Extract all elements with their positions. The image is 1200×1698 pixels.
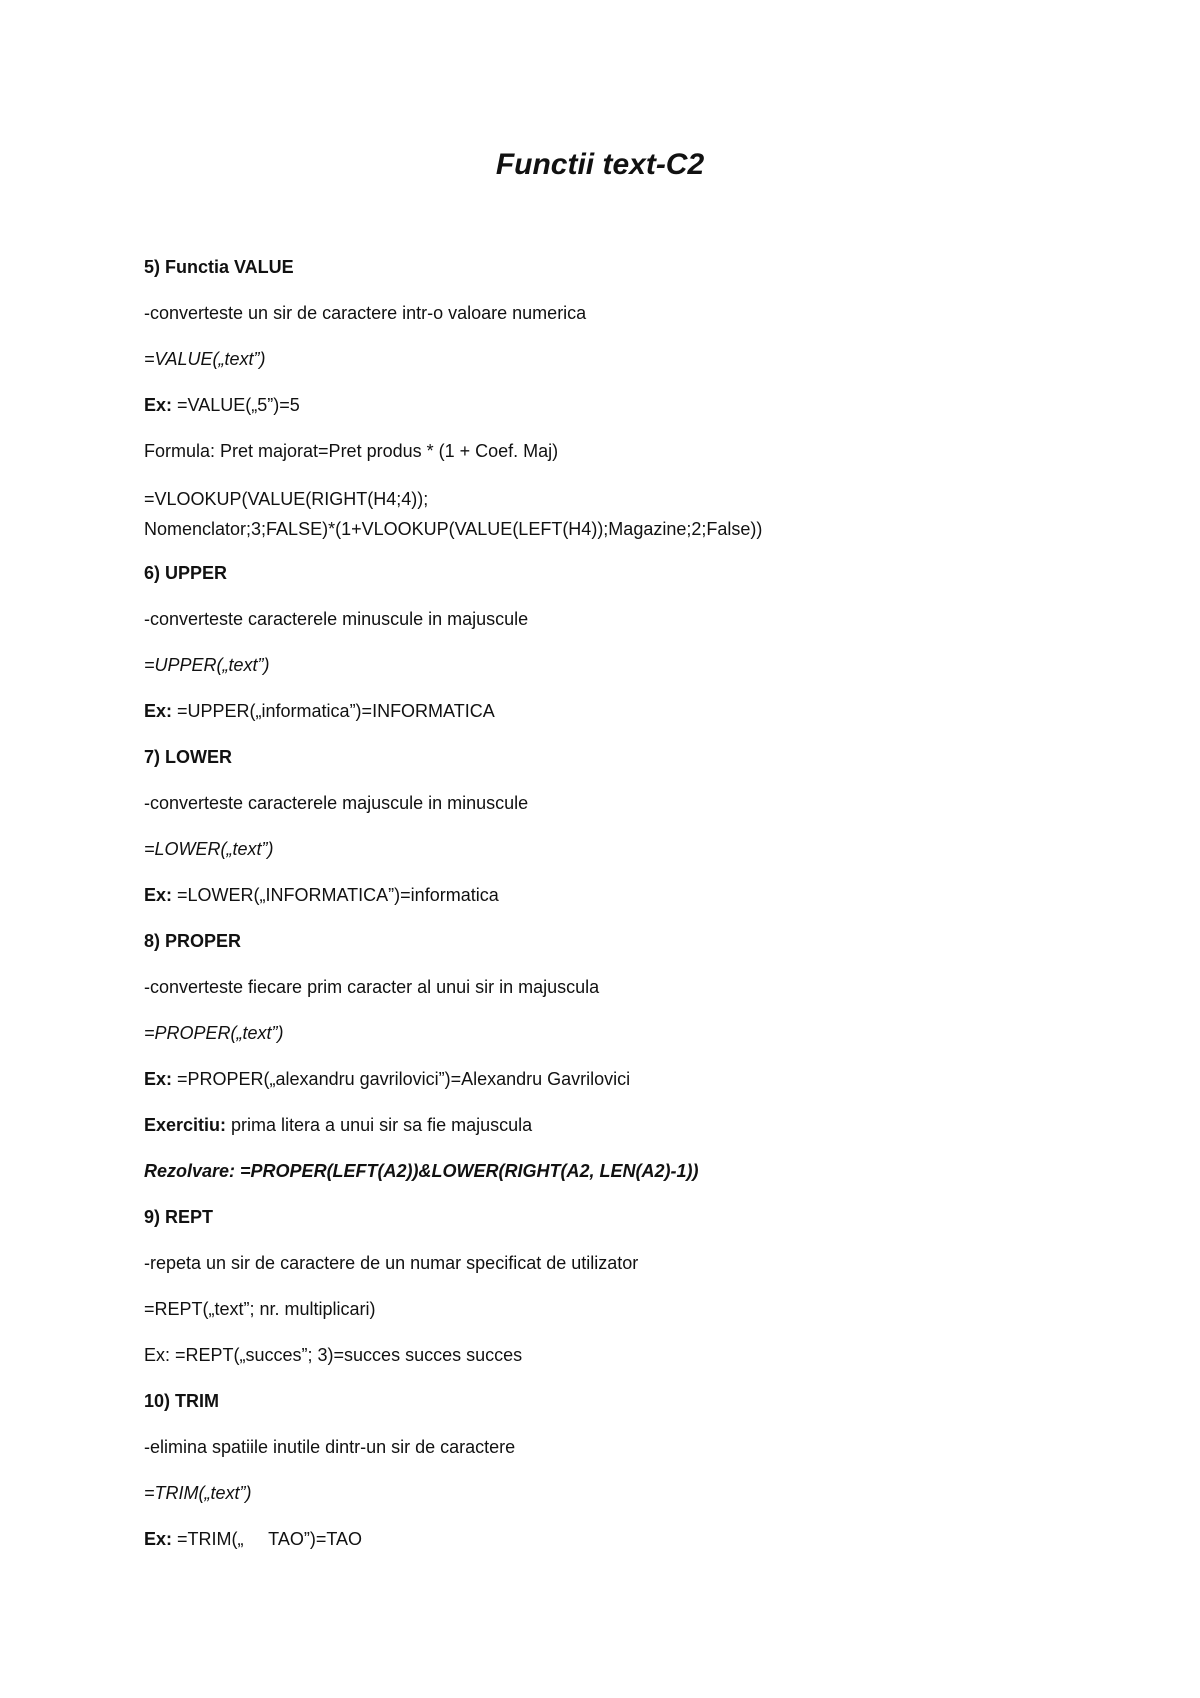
- proper-syntax: =PROPER(„text”): [144, 1023, 284, 1043]
- example-text: =PROPER(„alexandru gavrilovici”)=Alexandru Gavrilovici: [172, 1069, 631, 1089]
- value-description: -converteste un sir de caractere intr-o valoare numerica: [144, 303, 587, 323]
- example-text: =LOWER(„INFORMATICA”)=informatica: [172, 885, 499, 905]
- upper-syntax: =UPPER(„text”): [144, 655, 270, 675]
- proper-example: [144, 1068, 630, 1090]
- trim-syntax: =TRIM(„text”): [144, 1483, 252, 1503]
- example-label: Ex:: [144, 701, 173, 721]
- section-heading-rept: 9) REPT: [144, 1207, 214, 1227]
- formula-label: Formula:: [144, 441, 216, 461]
- value-example: [144, 394, 300, 416]
- solution-line: Rezolvare: =PROPER(LEFT(A2))&LOWER(RIGHT(A2, LEN(A2)-1)): [144, 1161, 699, 1181]
- trim-description: -elimina spatiile inutile dintr-un sir de caractere: [144, 1437, 516, 1457]
- value-syntax: =VALUE(„text”): [144, 349, 266, 369]
- upper-example: [144, 700, 495, 722]
- example-text: =UPPER(„informatica”)=INFORMATICA: [172, 701, 495, 721]
- formula-line: [144, 440, 558, 462]
- example-text: =TRIM(„ TAO”)=TAO: [172, 1529, 363, 1549]
- upper-description: -converteste caracterele minuscule in majuscule: [144, 609, 529, 629]
- formula-text: Pret majorat=Pret produs * (1 + Coef. Maj): [215, 441, 559, 461]
- exercise-label: Exercitiu:: [144, 1115, 227, 1135]
- section-heading-proper: 8) PROPER: [144, 931, 242, 951]
- rept-description: -repeta un sir de caractere de un numar specificat de utilizator: [144, 1253, 639, 1273]
- example-label: Ex:: [144, 1529, 173, 1549]
- lower-description: -converteste caracterele majuscule in minuscule: [144, 793, 529, 813]
- exercise-line: [144, 1114, 532, 1136]
- section-heading-upper: 6) UPPER: [144, 563, 228, 583]
- exercise-text: prima litera a unui sir sa fie majuscula: [226, 1115, 533, 1135]
- section-heading-lower: 7) LOWER: [144, 747, 232, 767]
- trim-example: [144, 1528, 362, 1550]
- lower-example: [144, 884, 499, 906]
- section-heading-trim: 10) TRIM: [144, 1391, 220, 1411]
- section-heading-value: 5) Functia VALUE: [144, 257, 294, 277]
- proper-description: -converteste fiecare prim caracter al unui sir in majuscula: [144, 977, 600, 997]
- lower-syntax: =LOWER(„text”): [144, 839, 274, 859]
- page-title: Functii text-C2: [495, 148, 705, 181]
- vlookup-line-2: Nomenclator;3;FALSE)*(1+VLOOKUP(VALUE(LEFT(H4));Magazine;2;False)): [144, 519, 763, 539]
- example-text: =VALUE(„5”)=5: [172, 395, 300, 415]
- example-label: Ex:: [144, 1069, 173, 1089]
- vlookup-line-1: =VLOOKUP(VALUE(RIGHT(H4;4));: [144, 489, 429, 509]
- rept-example: Ex: =REPT(„succes”; 3)=succes succes succes: [144, 1345, 523, 1365]
- rept-syntax: =REPT(„text”; nr. multiplicari): [144, 1299, 376, 1319]
- example-label: Ex:: [144, 395, 173, 415]
- example-label: Ex:: [144, 885, 173, 905]
